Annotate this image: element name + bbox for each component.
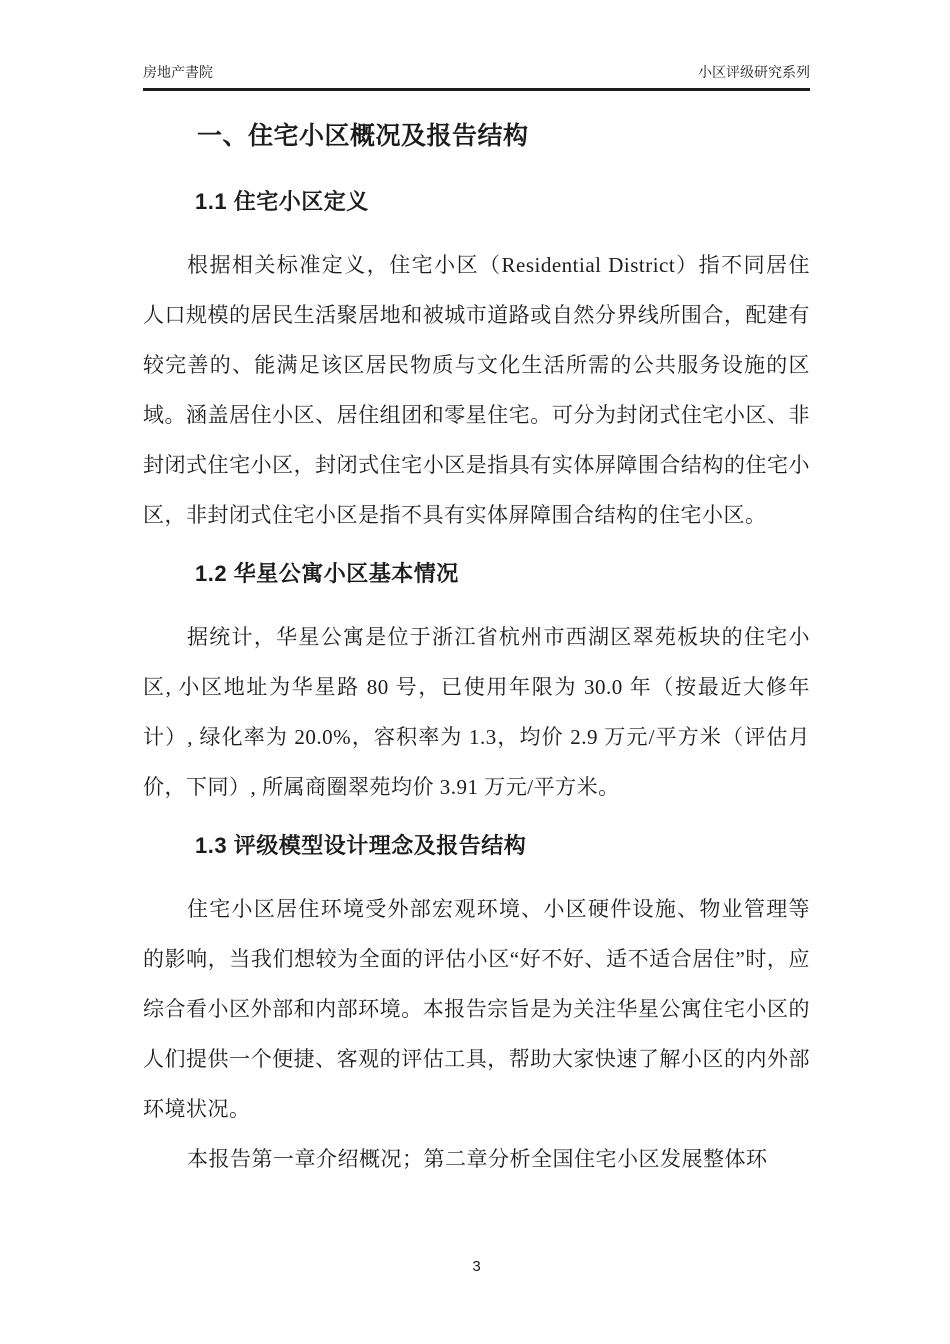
page-header	[143, 64, 810, 91]
body-paragraph: 本报告第一章介绍概况；第二章分析全国住宅小区发展整体环	[187, 1147, 768, 1171]
body-paragraph: 住宅小区居住环境受外部宏观环境、小区硬件设施、物业管理等的影响，当我们想较为全面的评估小区“好不好、适不适合居住”时，应综合看小区外部和内部环境。本报告宗旨是为关注华星公寓住宅小区的人们提供一个便捷、客观的评估工具，帮助大家快速了解小区的内外部环境状况。	[143, 897, 810, 1121]
header-right-text: 小区评级研究系列	[698, 64, 810, 80]
section-heading-1-3: 1.3 评级模型设计理念及报告结构	[195, 833, 527, 858]
section-1-2	[143, 560, 810, 812]
body-paragraph: 根据相关标准定义，住宅小区（Residential District）指不同居住人口规模的居民生活聚居地和被城市道路或自然分界线所围合，配建有较完善的、能满足该区居民物质与文化生活所需的公共服务设施的区域。涵盖居住小区、居住组团和零星住宅。可分为封闭式住宅小区、非封闭式住宅小区，封闭式住宅小区是指具有实体屏障围合结构的住宅小区，非封闭式住宅小区是指不具有实体屏障围合结构的住宅小区。	[143, 253, 810, 527]
section-1-3	[143, 832, 810, 1184]
page-number: 3	[472, 1258, 481, 1275]
header-left-text: 房地产書院	[143, 64, 213, 80]
body-paragraph: 据统计，华星公寓是位于浙江省杭州市西湖区翠苑板块的住宅小区, 小区地址为华星路 80 号，已使用年限为 30.0 年（按最近大修年计）, 绿化率为 20.0%，容积率为 1.3，均价 2.9 万元/平方米（评估月价，下同）, 所属商圈翠苑均价 3.91 万元/平方米。	[143, 625, 810, 799]
chapter-title: 一、住宅小区概况及报告结构	[197, 122, 529, 150]
section-heading-1-1: 1.1 住宅小区定义	[195, 189, 369, 214]
section-heading-1-2: 1.2 华星公寓小区基本情况	[195, 561, 459, 586]
section-1-1	[143, 188, 810, 540]
